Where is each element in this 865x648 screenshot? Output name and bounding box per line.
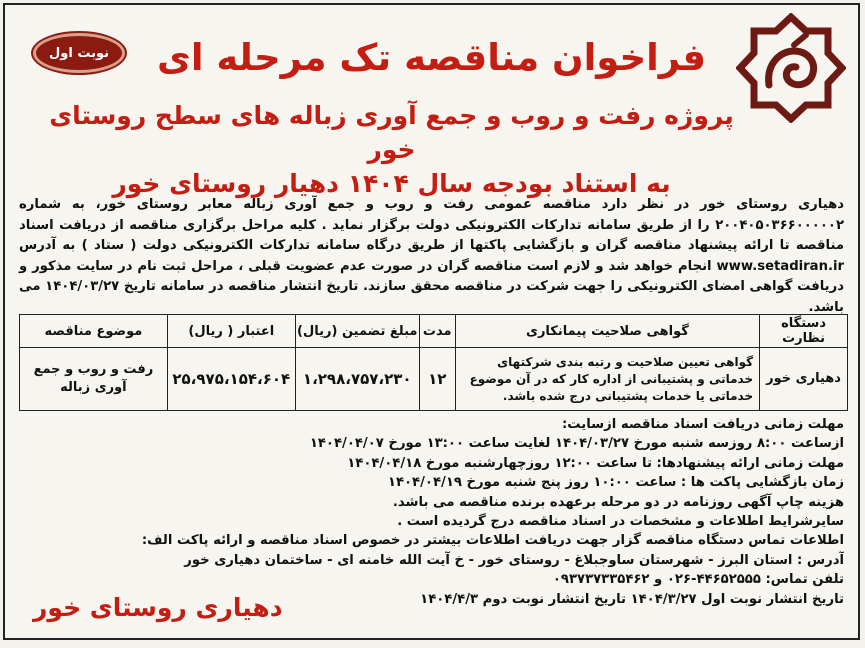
tender-table	[19, 314, 848, 411]
header-guarantee: مبلغ تضمین (ریال)	[295, 315, 419, 348]
cell-guarantee: ۱،۲۹۸،۷۵۷،۲۳۰	[295, 348, 419, 411]
header-duration: مدت	[419, 315, 455, 348]
detail-submission-deadline: مهلت زمانی ارائه پیشنهادها: تا ساعت ۱۲:۰۰ روزچهارشنبه مورخ ۱۴۰۴/۰۴/۱۸	[347, 455, 844, 471]
notice-title: فراخوان مناقصه تک مرحله ای	[156, 36, 707, 79]
tender-details	[19, 415, 844, 609]
table-header-row	[20, 315, 848, 348]
header-subject: موضوع مناقصه	[20, 315, 168, 348]
header-requirement: گواهی صلاحیت پیمانکاری	[455, 315, 759, 348]
table-row	[20, 348, 848, 411]
cell-duration: ۱۲	[419, 348, 455, 411]
first-publication-badge: نوبت اول	[33, 33, 125, 73]
detail-ad-cost: هزینه چاپ آگهی روزنامه در دو مرحله برعهده برنده مناقصه می باشد.	[392, 494, 844, 510]
tender-notice	[3, 3, 860, 640]
intro-paragraph: دهیاری روستای خور در نظر دارد مناقصه عمومی رفت و روب و جمع آوری زباله معابر روستای خور، به شماره ۲۰۰۴۰۵۰۳۶۶۰۰۰۰۰۲ را از طریق سامانه تدارکات الکترونیکی دولت برگزار نماید . کلیه مراحل برگزاری مناقصه از دریافت اسناد مناقصه تا ارائه پیشنهاد مناقصه گران و بازگشایی پاکتها از طریق درگاه سامانه تدارکات الکترونیکی دولت ( ستاد ) به آدرس www.setadiran.ir انجام خواهد شد و لازم است مناقصه گران در صورت عدم عضویت قبلی ، مراحل ثبت نام در سایت مذکور و دریافت گواهی امضای الکترونیکی را جهت شرکت در مناقصه محقق سازند. تاریخ انتشار مناقصه در سامانه تاریخ ۱۴۰۴/۰۳/۲۷ می باشد.	[19, 197, 844, 315]
cell-credit: ۲۵،۹۷۵،۱۵۴،۶۰۴	[167, 348, 295, 411]
detail-address: آدرس : استان البرز - شهرستان ساوجبلاغ - روستای خور - خ آیت الله خامنه ای - ساختمان دهیاری خور	[184, 552, 844, 568]
issuer-signature: دهیاری روستای خور	[33, 593, 283, 622]
header-supervisor: دستگاه نظارت	[760, 315, 848, 348]
subtitle-line-budget: به استناد بودجه سال ۱۴۰۴ دهیار روستای خور	[112, 169, 671, 198]
cell-supervisor: دهیاری خور	[760, 348, 848, 411]
detail-other-conditions: سایرشرایط اطلاعات و مشخصات در اسناد مناقصه درج گردیده است .	[397, 514, 844, 530]
detail-documents-deadline-label: مهلت زمانی دریافت اسناد مناقصه ازسایت:	[562, 417, 844, 432]
header-credit: اعتبار ( ریال)	[167, 315, 295, 348]
cell-requirement: گواهی تعیین صلاحیت و رتبه بندی شرکتهای خدماتی و پشتیبانی از اداره کار که در آن موضوع خدماتی یا خدمات پشتیبانی درج شده باشد.	[455, 348, 759, 411]
subtitle-line-project: پروژه رفت و روب و جمع آوری زباله های سطح روستای خور	[49, 101, 734, 164]
detail-publication-dates: تاریخ انتشار نوبت اول ۱۴۰۴/۳/۲۷ تاریخ انتشار نوبت دوم ۱۴۰۴/۴/۳	[420, 591, 844, 607]
cell-subject: رفت و روب و جمع آوری زباله	[20, 348, 168, 411]
notice-subtitle	[45, 99, 738, 201]
detail-documents-deadline: ازساعت ۸:۰۰ روزسه شنبه مورخ ۱۴۰۴/۰۳/۲۷ لغایت ساعت ۱۳:۰۰ مورخ ۱۴۰۴/۰۴/۰۷	[309, 436, 844, 452]
detail-contact-heading: اطلاعات تماس دستگاه مناقصه گزار جهت دریافت اطلاعات بیشتر در خصوص اسناد مناقصه و ارائه پاکت الف:	[141, 533, 844, 549]
detail-phone: تلفن تماس: ۴۴۶۵۲۵۵۵-۰۲۶ و ۰۹۳۷۳۷۳۳۵۴۶۲	[552, 572, 844, 588]
dehyari-logo-icon	[736, 13, 846, 123]
detail-opening-time: زمان بازگشایی پاکت ها : ساعت ۱۰:۰۰ روز پنج شنبه مورخ ۱۴۰۴/۰۴/۱۹	[387, 475, 844, 491]
